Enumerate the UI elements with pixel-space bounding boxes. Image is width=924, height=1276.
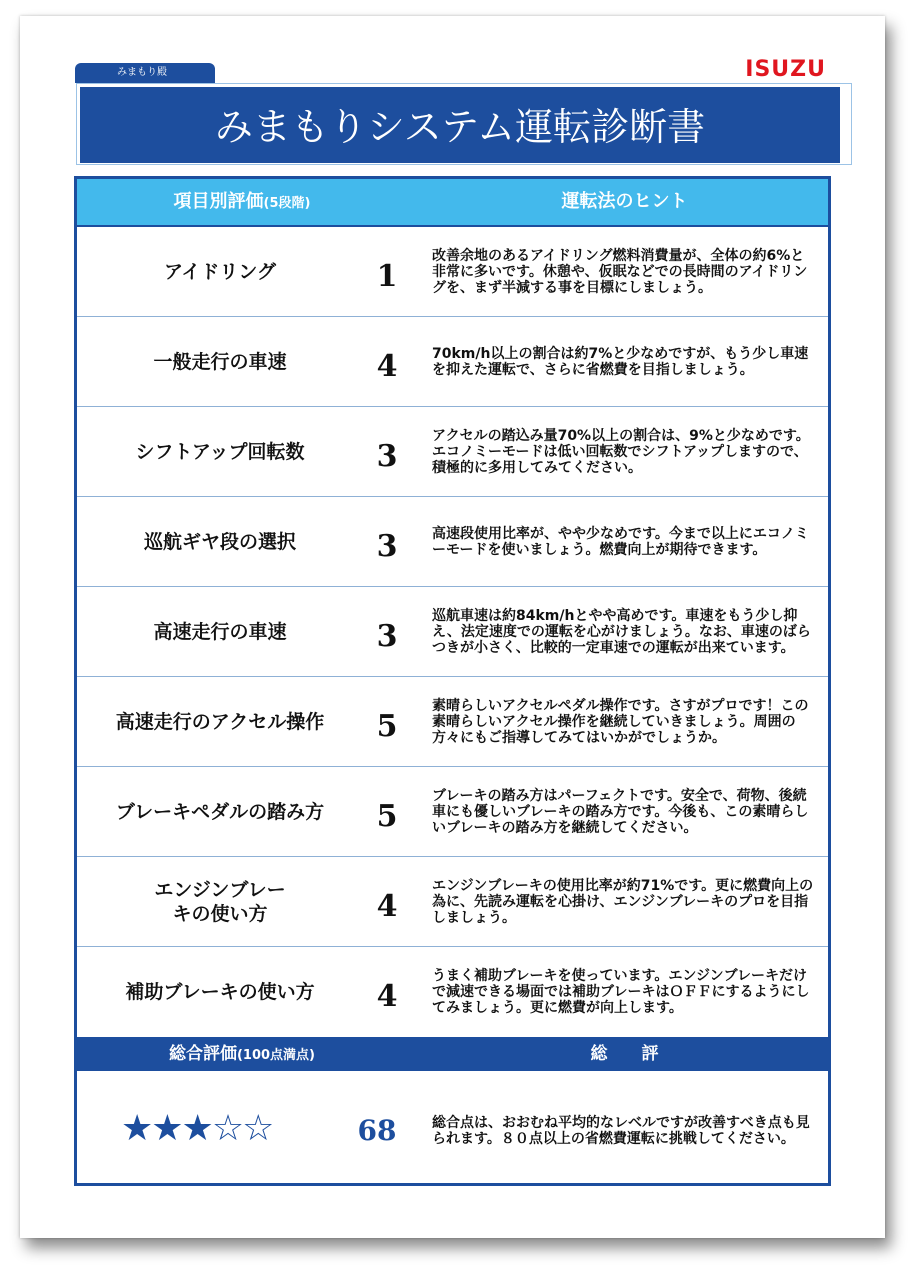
- item-name: ブレーキペダルの踏み方: [115, 800, 325, 823]
- isuzu-logo: ISUZU: [745, 57, 826, 82]
- total-score: 68: [357, 1114, 397, 1147]
- table-row: [77, 947, 828, 1037]
- table-row: [77, 317, 828, 407]
- table-row: [77, 857, 828, 947]
- star-rating: ★★★☆☆: [121, 1108, 273, 1149]
- item-name: 高速走行のアクセル操作: [115, 710, 325, 733]
- item-score: 4: [376, 889, 398, 924]
- item-name: 一般走行の車速: [153, 350, 287, 373]
- item-score: 5: [376, 799, 398, 834]
- item-hint: 巡航車速は約84km/hとやや高めです。車速をもう少し抑え、法定速度での運転を心がけましょう。なお、車速のばらつきが小さく、比較的一定車速での運転が出来ています。: [432, 607, 811, 656]
- item-score: 3: [376, 529, 398, 564]
- item-name: 補助ブレーキの使い方: [125, 980, 315, 1003]
- total-column-header: 総合評価(100点満点): [168, 1044, 316, 1064]
- table-row: [77, 767, 828, 857]
- item-hint: 改善余地のあるアイドリング燃料消費量が、全体の約6%と非常に多いです。休憩や、仮眠などでの長時間のアイドリングを、まず半減する事を目標にしましょう。: [432, 247, 808, 296]
- table-row: [77, 227, 828, 317]
- item-score: 3: [376, 619, 398, 654]
- item-name: シフトアップ回転数: [135, 440, 305, 463]
- evaluation-table: [74, 176, 831, 1186]
- table-row: [77, 587, 828, 677]
- table-row: [77, 677, 828, 767]
- item-column-header: 項目別評価(5段階): [173, 191, 311, 212]
- item-hint: エンジンブレーキの使用比率が約71%です。更に燃費向上の為に、先読み運転を心掛け、エンジンブレーキのプロを目指しましょう。: [432, 877, 814, 926]
- item-score: 1: [376, 259, 398, 294]
- table-header: [77, 179, 828, 227]
- recipient-tab: みまもり殿: [75, 63, 215, 83]
- summary-header: [77, 1037, 828, 1071]
- item-score: 3: [376, 439, 398, 474]
- item-hint: うまく補助ブレーキを使っています。エンジンブレーキだけで減速できる場面では補助ブレーキはＯＦＦにするようにしてみましょう。更に燃費が向上します。: [432, 967, 810, 1016]
- table-row: [77, 497, 828, 587]
- item-score: 5: [376, 709, 398, 744]
- item-hint: ブレーキの踏み方はパーフェクトです。安全で、荷物、後続車にも優しいブレーキの踏み方です。今後も、この素晴らしいブレーキの踏み方を継続してください。: [432, 787, 809, 836]
- hint-column-header: 運転法のヒント: [561, 191, 688, 212]
- item-hint: 70km/h以上の割合は約7%と少なめですが、もう少し車速を抑えた運転で、さらに省燃費を目指しましょう。: [432, 345, 809, 378]
- item-name: 巡航ギヤ段の選択: [143, 530, 296, 553]
- item-name: 高速走行の車速: [153, 620, 287, 643]
- item-name: エンジンブレーキの使い方: [154, 878, 286, 925]
- item-score: 4: [376, 349, 398, 384]
- page-title: みまもりシステム運転診断書: [80, 87, 840, 163]
- item-name: アイドリング: [164, 260, 276, 283]
- summary-comment: 総合点は、おおむね平均的なレベルですが改善すべき点も見られます。８０点以上の省燃費運転に挑戦してください。: [432, 1115, 810, 1147]
- item-hint: アクセルの踏込み量70%以上の割合は、9%と少なめです。エコノミーモードは低い回転数でシフトアップしますので、積極的に多用してみてください。: [432, 427, 810, 476]
- item-hint: 素晴らしいアクセルペダル操作です。さすがプロです！この素晴らしいアクセル操作を継続していきましょう。周囲の方々にもご指導してみてはいかがでしょうか。: [432, 697, 809, 746]
- item-score: 4: [376, 979, 398, 1014]
- item-hint: 高速段使用比率が、やや少なめです。今まで以上にエコノミーモードを使いましょう。燃費向上が期待できます。: [432, 525, 809, 558]
- comment-column-header: 総 評: [590, 1044, 659, 1064]
- table-row: [77, 407, 828, 497]
